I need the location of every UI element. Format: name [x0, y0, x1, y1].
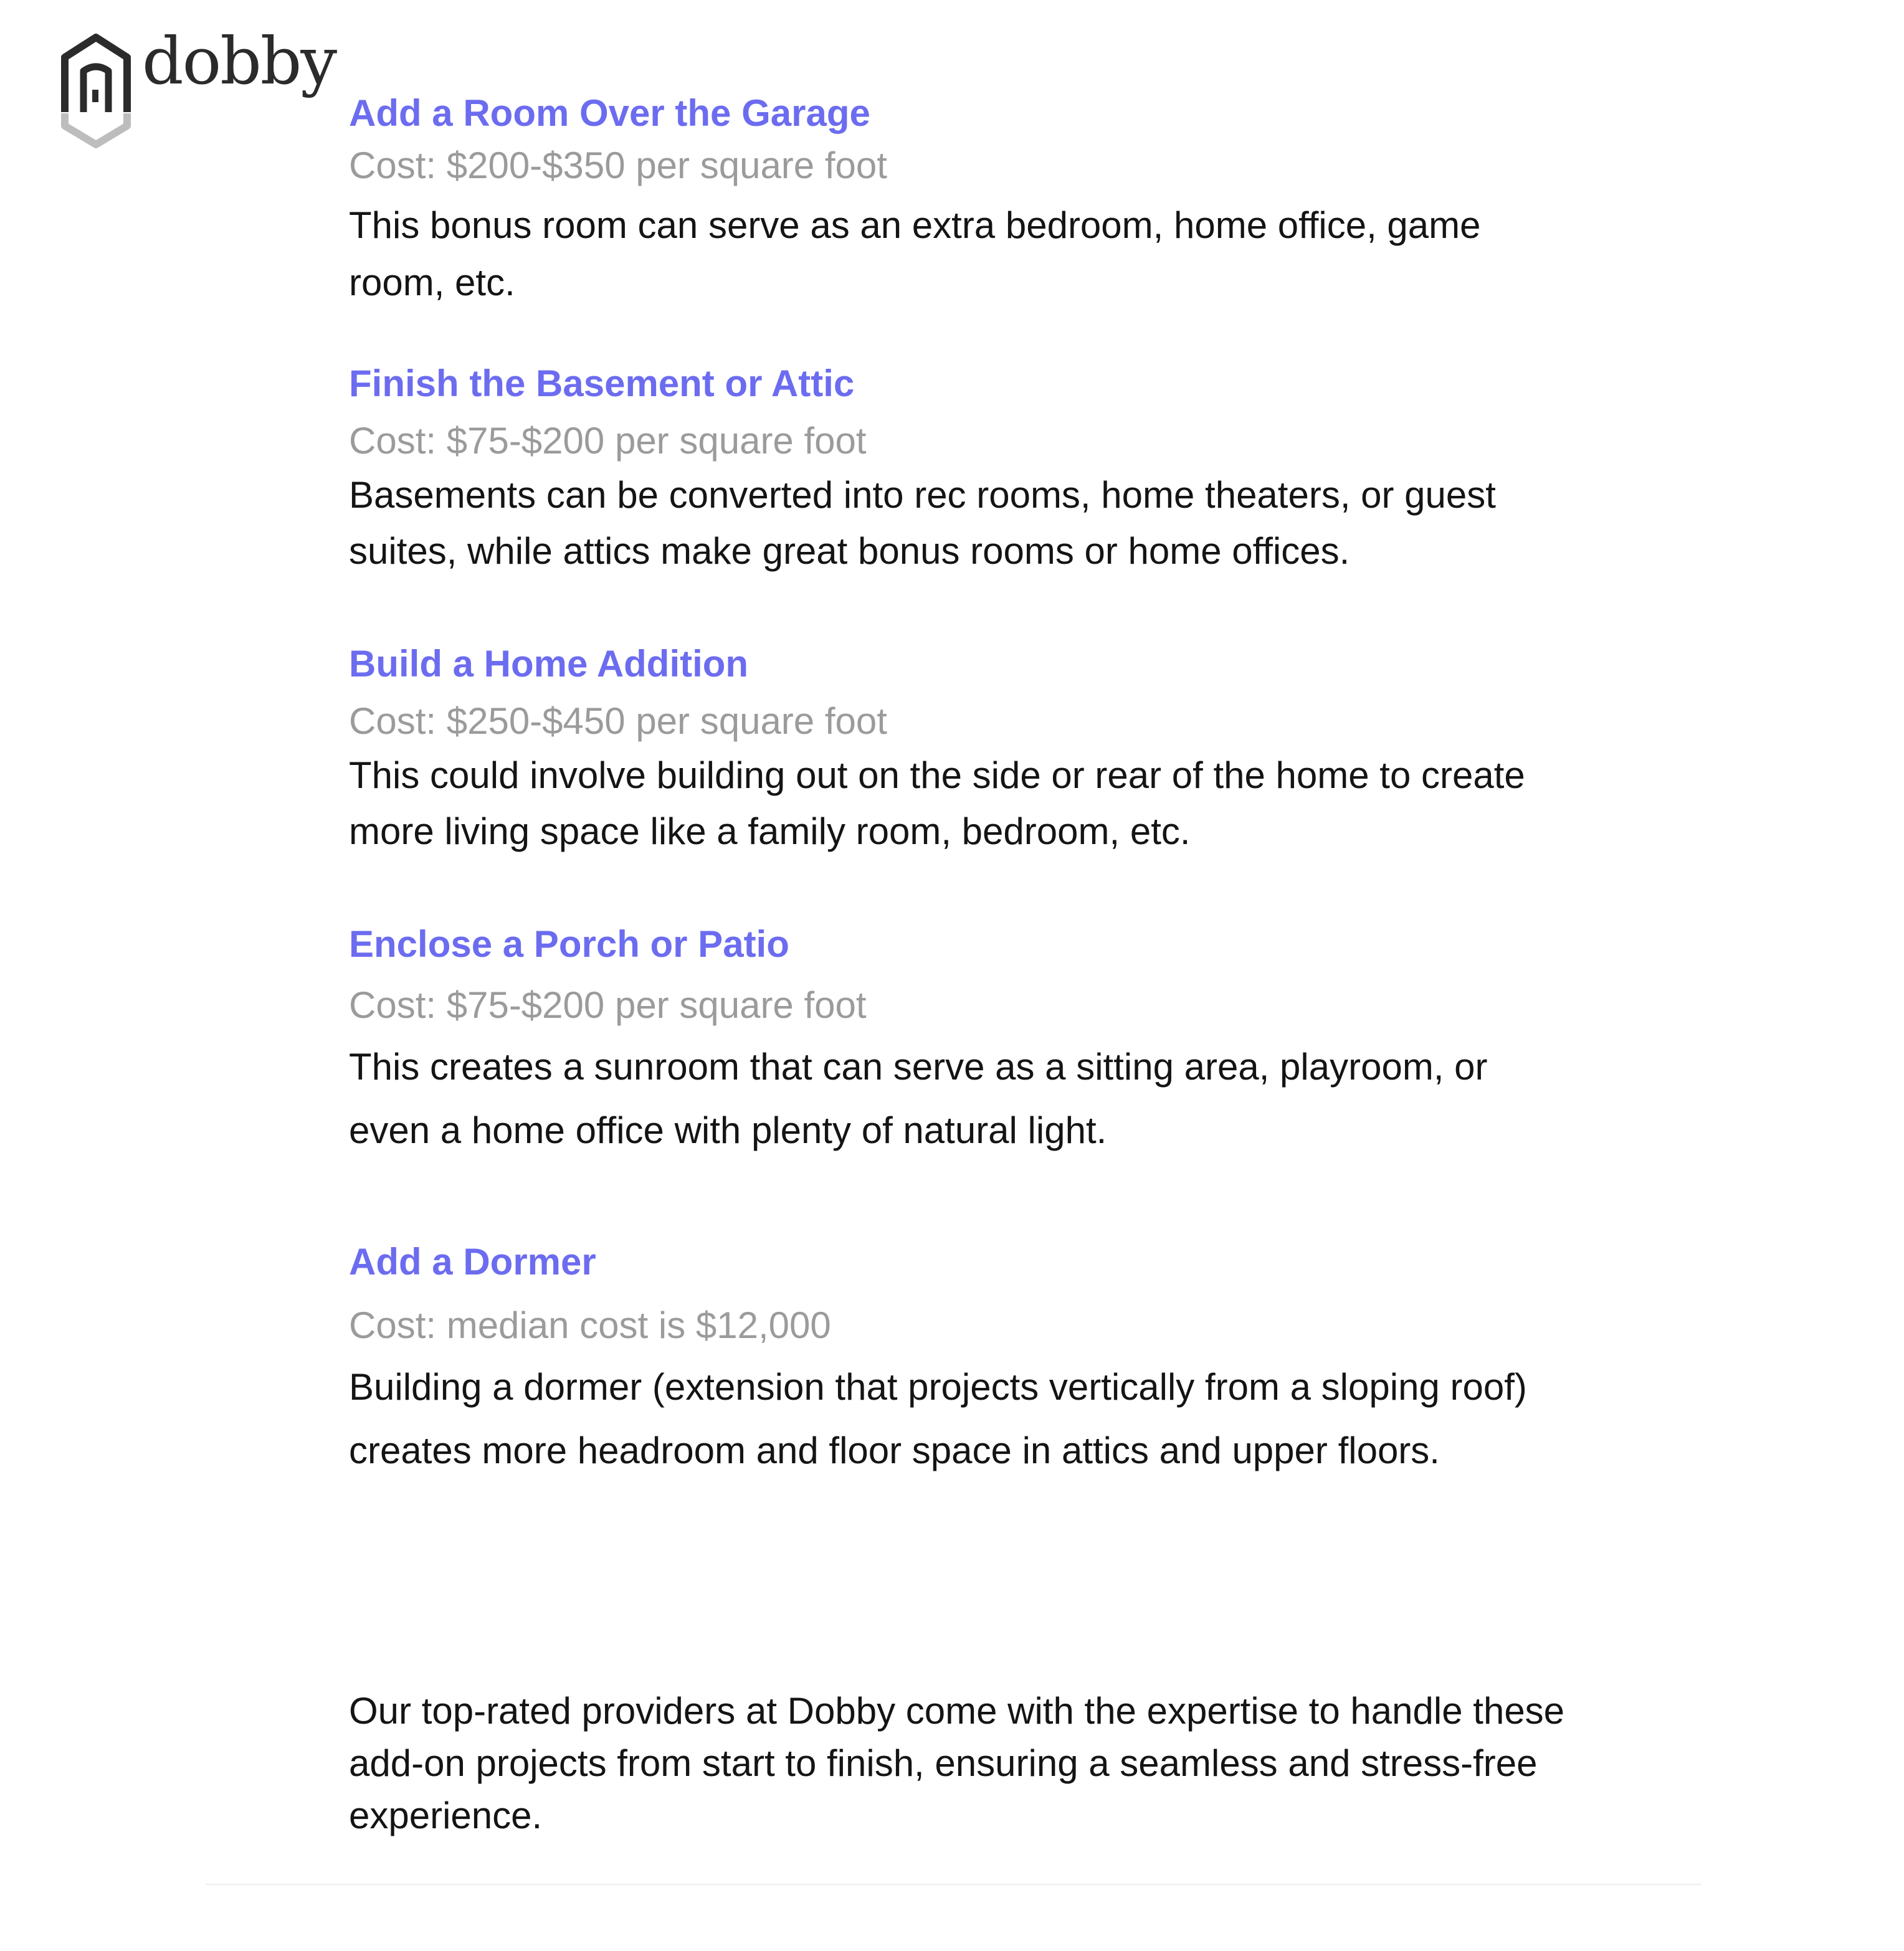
item-title[interactable]: Add a Room Over the Garage [349, 92, 870, 134]
brand-logo[interactable] [59, 23, 336, 151]
item-description: This could involve building out on the side or rear of the home to create more living space like a family room, bedroom, etc. [349, 754, 1525, 852]
house-shield-icon [59, 32, 133, 151]
item-cost: Cost: $200-$350 per square foot [349, 145, 887, 186]
divider [206, 1884, 1701, 1885]
item-description: Building a dormer (extension that projects vertically from a sloping roof) creates more headroom and floor space in attics and upper floors. [349, 1366, 1527, 1471]
list-item [349, 1240, 1570, 1483]
item-description: This creates a sunroom that can serve as a sitting area, playroom, or even a home office with plenty of natural light. [349, 1046, 1488, 1151]
brand-name: dobby [142, 23, 336, 99]
outro-paragraph: Our top-rated providers at Dobby come with the expertise to handle these add-on projects from start to finish, ensuring a seamless and stress-free experience. [349, 1690, 1565, 1836]
list-item [349, 361, 1570, 579]
item-title[interactable]: Add a Dormer [349, 1241, 596, 1283]
item-title[interactable]: Finish the Basement or Attic [349, 363, 855, 404]
item-description: Basements can be converted into rec rooms, home theaters, or guest suites, while attics make great bonus rooms or home offices. [349, 474, 1496, 572]
item-cost: Cost: median cost is $12,000 [349, 1304, 831, 1346]
item-cost: Cost: $75-$200 per square foot [349, 984, 867, 1026]
item-cost: Cost: $250-$450 per square foot [349, 700, 887, 742]
list-item [349, 642, 1570, 860]
item-description: This bonus room can serve as an extra bedroom, home office, game room, etc. [349, 204, 1481, 303]
item-title[interactable]: Enclose a Porch or Patio [349, 923, 789, 965]
item-title[interactable]: Build a Home Addition [349, 643, 749, 685]
list-item [349, 922, 1570, 1162]
list-item [349, 91, 1570, 311]
item-cost: Cost: $75-$200 per square foot [349, 420, 867, 462]
